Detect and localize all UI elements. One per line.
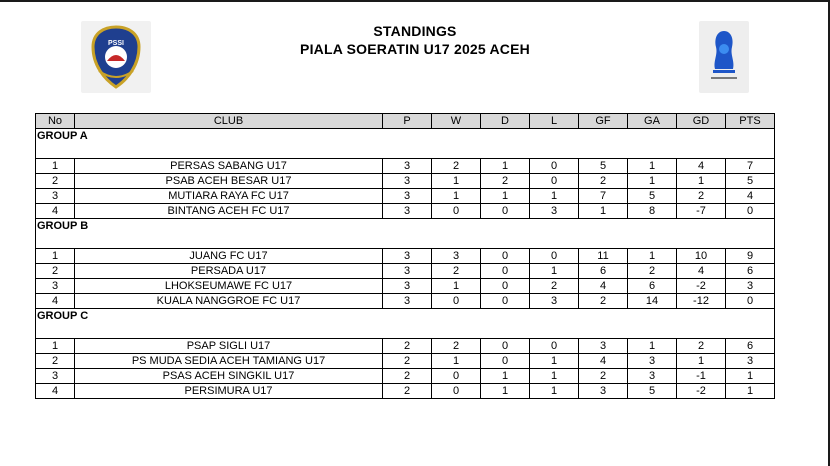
table-row	[36, 339, 775, 354]
cell-d: 0	[481, 339, 530, 354]
cell-club: PS MUDA SEDIA ACEH TAMIANG U17	[75, 354, 383, 369]
page-subtitle: PIALA SOERATIN U17 2025 ACEH	[300, 41, 530, 57]
svg-text:PSSI: PSSI	[108, 40, 124, 47]
cell-d: 1	[481, 369, 530, 384]
cell-no: 4	[36, 204, 75, 219]
standings-table	[35, 113, 775, 399]
cell-p: 3	[383, 264, 432, 279]
cell-no: 1	[36, 339, 75, 354]
cell-gf: 7	[579, 189, 628, 204]
column-header-d: D	[481, 114, 530, 129]
cell-ga: 5	[628, 189, 677, 204]
cell-p: 3	[383, 159, 432, 174]
column-header-l: L	[530, 114, 579, 129]
cell-l: 2	[530, 279, 579, 294]
cell-l: 1	[530, 354, 579, 369]
cell-ga: 2	[628, 264, 677, 279]
cell-no: 2	[36, 354, 75, 369]
cell-ga: 1	[628, 159, 677, 174]
cell-gd: 4	[677, 159, 726, 174]
cell-w: 0	[432, 384, 481, 399]
cell-w: 1	[432, 279, 481, 294]
cell-d: 1	[481, 189, 530, 204]
cell-club: PSAS ACEH SINGKIL U17	[75, 369, 383, 384]
cell-ga: 6	[628, 279, 677, 294]
cell-pts: 6	[726, 264, 775, 279]
column-header-p: P	[383, 114, 432, 129]
cell-p: 2	[383, 369, 432, 384]
table-row	[36, 159, 775, 174]
cell-ga: 1	[628, 174, 677, 189]
group-title: GROUP A	[36, 129, 775, 159]
cell-l: 3	[530, 294, 579, 309]
column-header-no: No	[36, 114, 75, 129]
cell-ga: 14	[628, 294, 677, 309]
cell-gd: -2	[677, 384, 726, 399]
cell-ga: 3	[628, 354, 677, 369]
cell-gf: 2	[579, 294, 628, 309]
column-header-w: W	[432, 114, 481, 129]
cell-club: PSAP SIGLI U17	[75, 339, 383, 354]
cell-p: 3	[383, 249, 432, 264]
cell-no: 1	[36, 249, 75, 264]
cell-d: 0	[481, 264, 530, 279]
cell-ga: 3	[628, 369, 677, 384]
page-title: STANDINGS	[373, 23, 457, 39]
group-header-row	[36, 219, 775, 249]
cell-l: 0	[530, 339, 579, 354]
cell-gf: 3	[579, 339, 628, 354]
cell-ga: 1	[628, 249, 677, 264]
cell-gf: 2	[579, 369, 628, 384]
cell-d: 1	[481, 159, 530, 174]
cell-club: JUANG FC U17	[75, 249, 383, 264]
cell-gd: 4	[677, 264, 726, 279]
cell-club: BINTANG ACEH FC U17	[75, 204, 383, 219]
table-row	[36, 354, 775, 369]
cell-w: 2	[432, 264, 481, 279]
table-row	[36, 369, 775, 384]
cell-p: 3	[383, 174, 432, 189]
cell-p: 3	[383, 279, 432, 294]
cell-ga: 8	[628, 204, 677, 219]
group-title: GROUP B	[36, 219, 775, 249]
cell-gf: 6	[579, 264, 628, 279]
cell-club: KUALA NANGGROE FC U17	[75, 294, 383, 309]
cell-w: 0	[432, 369, 481, 384]
column-header-club: CLUB	[75, 114, 383, 129]
cell-p: 2	[383, 339, 432, 354]
column-header-pts: PTS	[726, 114, 775, 129]
cell-w: 1	[432, 189, 481, 204]
cell-gd: -1	[677, 369, 726, 384]
cell-p: 2	[383, 384, 432, 399]
cell-p: 2	[383, 354, 432, 369]
cell-no: 2	[36, 264, 75, 279]
cell-l: 1	[530, 189, 579, 204]
cell-p: 3	[383, 189, 432, 204]
standings-body	[36, 129, 775, 399]
cell-l: 1	[530, 264, 579, 279]
cell-club: PERSAS SABANG U17	[75, 159, 383, 174]
cell-no: 3	[36, 189, 75, 204]
cell-pts: 4	[726, 189, 775, 204]
cell-pts: 3	[726, 354, 775, 369]
cell-gd: 2	[677, 189, 726, 204]
cell-pts: 0	[726, 294, 775, 309]
cell-pts: 9	[726, 249, 775, 264]
group-header-row	[36, 309, 775, 339]
cell-d: 0	[481, 294, 530, 309]
cell-gf: 4	[579, 279, 628, 294]
cell-l: 0	[530, 249, 579, 264]
cell-club: PERSADA U17	[75, 264, 383, 279]
cell-gd: 1	[677, 354, 726, 369]
cell-p: 3	[383, 204, 432, 219]
page-header	[0, 22, 830, 58]
column-header-ga: GA	[628, 114, 677, 129]
column-header-gd: GD	[677, 114, 726, 129]
table-row	[36, 279, 775, 294]
cell-l: 3	[530, 204, 579, 219]
cell-d: 0	[481, 279, 530, 294]
cell-club: MUTIARA RAYA FC U17	[75, 189, 383, 204]
cell-pts: 5	[726, 174, 775, 189]
table-row	[36, 204, 775, 219]
top-border-line	[0, 0, 830, 2]
cell-gf: 5	[579, 159, 628, 174]
table-row	[36, 174, 775, 189]
cell-gd: 10	[677, 249, 726, 264]
table-row	[36, 384, 775, 399]
cell-gd: -7	[677, 204, 726, 219]
cell-pts: 3	[726, 279, 775, 294]
table-header-row	[36, 114, 775, 129]
cell-gf: 1	[579, 204, 628, 219]
cell-gf: 3	[579, 384, 628, 399]
cell-club: LHOKSEUMAWE FC U17	[75, 279, 383, 294]
cell-pts: 0	[726, 204, 775, 219]
cell-p: 3	[383, 294, 432, 309]
cell-club: PERSIMURA U17	[75, 384, 383, 399]
cell-gd: -2	[677, 279, 726, 294]
cell-gf: 4	[579, 354, 628, 369]
table-row	[36, 189, 775, 204]
cell-w: 0	[432, 294, 481, 309]
cell-l: 1	[530, 369, 579, 384]
group-header-row	[36, 129, 775, 159]
column-header-gf: GF	[579, 114, 628, 129]
cell-l: 0	[530, 159, 579, 174]
cell-gd: 1	[677, 174, 726, 189]
cell-d: 0	[481, 249, 530, 264]
cell-no: 4	[36, 384, 75, 399]
cell-d: 1	[481, 384, 530, 399]
cell-w: 2	[432, 159, 481, 174]
cell-l: 1	[530, 384, 579, 399]
group-title: GROUP C	[36, 309, 775, 339]
cell-ga: 5	[628, 384, 677, 399]
cell-no: 1	[36, 159, 75, 174]
cell-d: 2	[481, 174, 530, 189]
cell-no: 2	[36, 174, 75, 189]
table-row	[36, 294, 775, 309]
cell-gd: -12	[677, 294, 726, 309]
cell-pts: 1	[726, 384, 775, 399]
cell-ga: 1	[628, 339, 677, 354]
cell-no: 3	[36, 279, 75, 294]
table-row	[36, 249, 775, 264]
cell-d: 0	[481, 354, 530, 369]
cell-pts: 1	[726, 369, 775, 384]
cell-w: 0	[432, 204, 481, 219]
cell-w: 3	[432, 249, 481, 264]
table-row	[36, 264, 775, 279]
cell-gf: 2	[579, 174, 628, 189]
cell-pts: 6	[726, 339, 775, 354]
cell-w: 1	[432, 174, 481, 189]
cell-gd: 2	[677, 339, 726, 354]
cell-gf: 11	[579, 249, 628, 264]
cell-d: 0	[481, 204, 530, 219]
cell-no: 4	[36, 294, 75, 309]
cell-no: 3	[36, 369, 75, 384]
cell-pts: 7	[726, 159, 775, 174]
cell-w: 2	[432, 339, 481, 354]
cell-l: 0	[530, 174, 579, 189]
cell-w: 1	[432, 354, 481, 369]
cell-club: PSAB ACEH BESAR U17	[75, 174, 383, 189]
